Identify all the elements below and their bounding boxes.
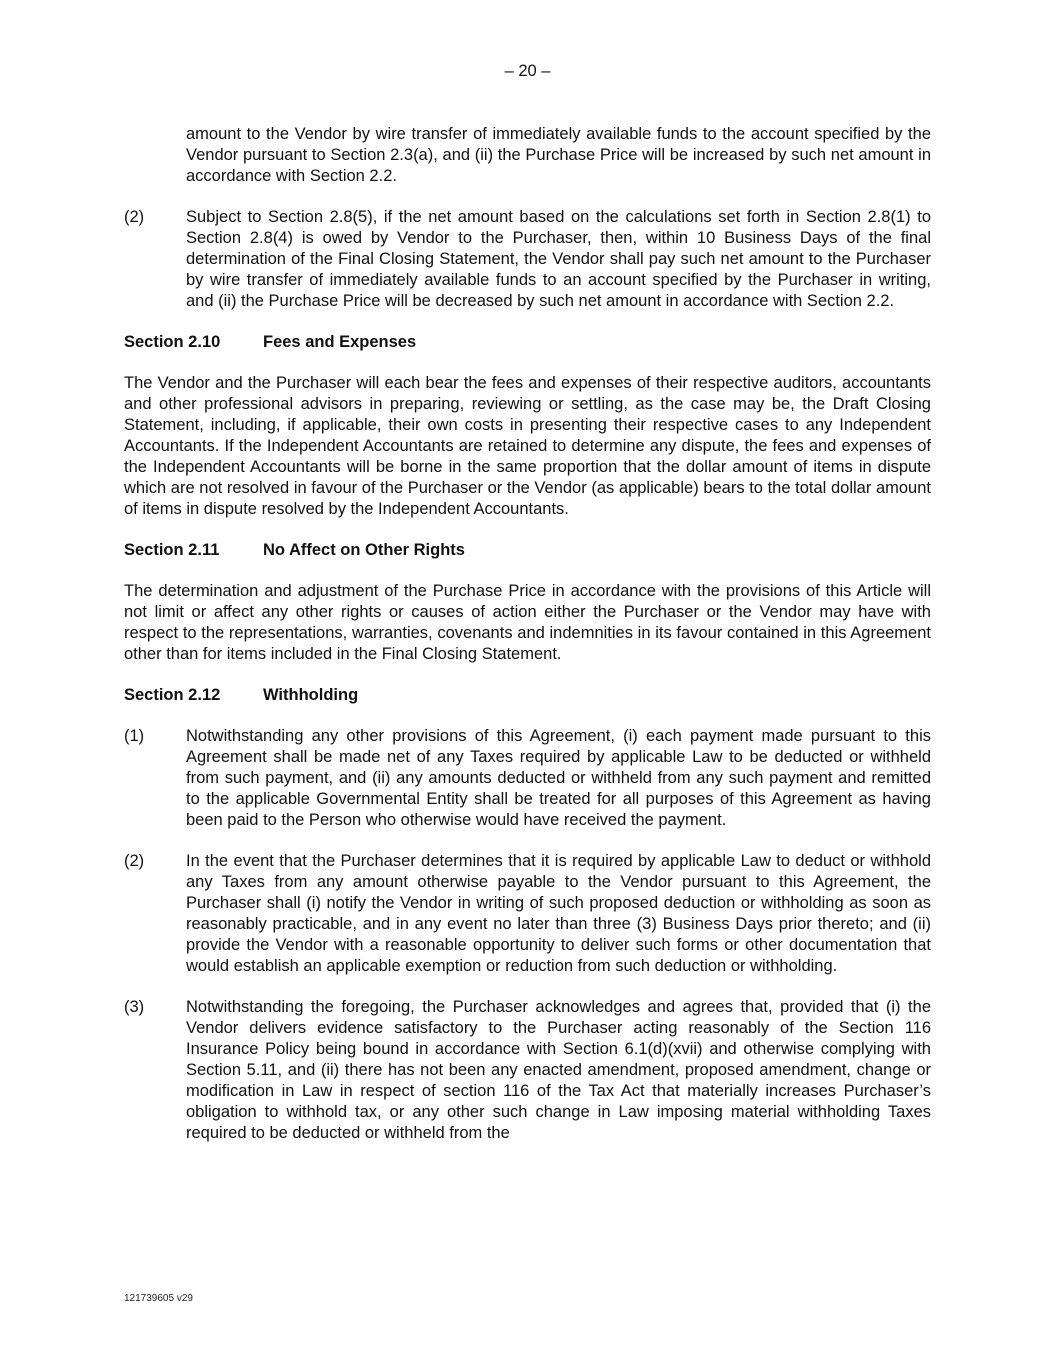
- list-item-number: (3): [124, 998, 145, 1016]
- list-item: [124, 851, 931, 977]
- section-number: Section 2.12: [124, 686, 221, 704]
- section-body-2-11: The determination and adjustment of the Purchase Price in accordance with the provisions of this Article will not limit or affect any other rights or causes of action either the Purchaser or the Vendor may have with respect to the representations, warranties, covenants and indemnities in its favour contained in this Agreement other than for items included in the Final Closing Statement.: [124, 582, 931, 663]
- list-item-text: Notwithstanding the foregoing, the Purchaser acknowledges and agrees that, provided that (i) the Vendor delivers evidence satisfactory to the Purchaser acting reasonably of the Section 116 Insurance Policy being bound in accordance with Section 6.1(d)(xvii) and otherwise complying with Section 5.11, and (ii) there has not been any enacted amendment, proposed amendment, change or modification in Law in respect of section 116 of the Tax Act that materially increases Purchaser’s obligation to withhold tax, or any other such change in Law imposing material withholding Taxes required to be deducted or withheld from the: [186, 998, 931, 1142]
- section-heading-2-10: [124, 332, 931, 353]
- page-content: [124, 124, 931, 1144]
- section-heading-2-11: [124, 540, 931, 561]
- list-item-number: (2): [124, 852, 145, 870]
- list-item-number: (1): [124, 727, 145, 745]
- section-title: No Affect on Other Rights: [263, 541, 465, 559]
- section-number: Section 2.10: [124, 333, 221, 351]
- list-item: [124, 207, 931, 312]
- list-item: [124, 997, 931, 1144]
- list-item-text: In the event that the Purchaser determines that it is required by applicable Law to deduct or withhold any Taxes from any amount otherwise payable to the Vendor pursuant to this Agreement, the Purchaser shall (i) notify the Vendor in writing of such proposed deduction or withholding as soon as reasonably practicable, and in any event no later than three (3) Business Days prior thereto; and (ii) provide the Vendor with a reasonable opportunity to deliver such forms or other documentation that would establish an applicable exemption or reduction from such deduction or withholding.: [186, 852, 931, 975]
- list-item-number: (2): [124, 208, 145, 226]
- section-title: Withholding: [263, 686, 359, 704]
- list-item-text: Subject to Section 2.8(5), if the net amount based on the calculations set forth in Section 2.8(1) to Section 2.8(4) is owed by Vendor to the Purchaser, then, within 10 Business Days of the final determination of the Final Closing Statement, the Vendor shall pay such net amount to the Purchaser by wire transfer of immediately available funds to an account specified by the Purchaser in writing, and (ii) the Purchase Price will be decreased by such net amount in accordance with Section 2.2.: [186, 208, 931, 310]
- page-number: – 20 –: [504, 62, 551, 80]
- list-item-text: Notwithstanding any other provisions of this Agreement, (i) each payment made pursuant to this Agreement shall be made net of any Taxes required by applicable Law to be deducted or withheld from such payment, and (ii) any amounts deducted or withheld from any such payment and remitted to the applicable Governmental Entity shall be treated for all purposes of this Agreement as having been paid to the Person who otherwise would have received the payment.: [186, 727, 931, 829]
- section-body-2-10: The Vendor and the Purchaser will each bear the fees and expenses of their respective auditors, accountants and other professional advisors in preparing, reviewing or settling, as the case may be, the Draft Closing Statement, including, if applicable, their own costs in presenting their respective cases to any Independent Accountants. If the Independent Accountants are retained to determine any dispute, the fees and expenses of the Independent Accountants will be borne in the same proportion that the dollar amount of items in dispute which are not resolved in favour of the Purchaser or the Vendor (as applicable) bears to the total dollar amount of items in dispute resolved by the Independent Accountants.: [124, 374, 931, 518]
- document-id-footer: 121739605 v29: [124, 1293, 193, 1304]
- continuation-paragraph: amount to the Vendor by wire transfer of immediately available funds to the account specified by the Vendor pursuant to Section 2.3(a), and (ii) the Purchase Price will be increased by such net amount in accordance with Section 2.2.: [186, 125, 931, 185]
- list-item: [124, 726, 931, 831]
- section-number: Section 2.11: [124, 541, 220, 559]
- section-title: Fees and Expenses: [263, 333, 417, 351]
- section-heading-2-12: [124, 685, 931, 706]
